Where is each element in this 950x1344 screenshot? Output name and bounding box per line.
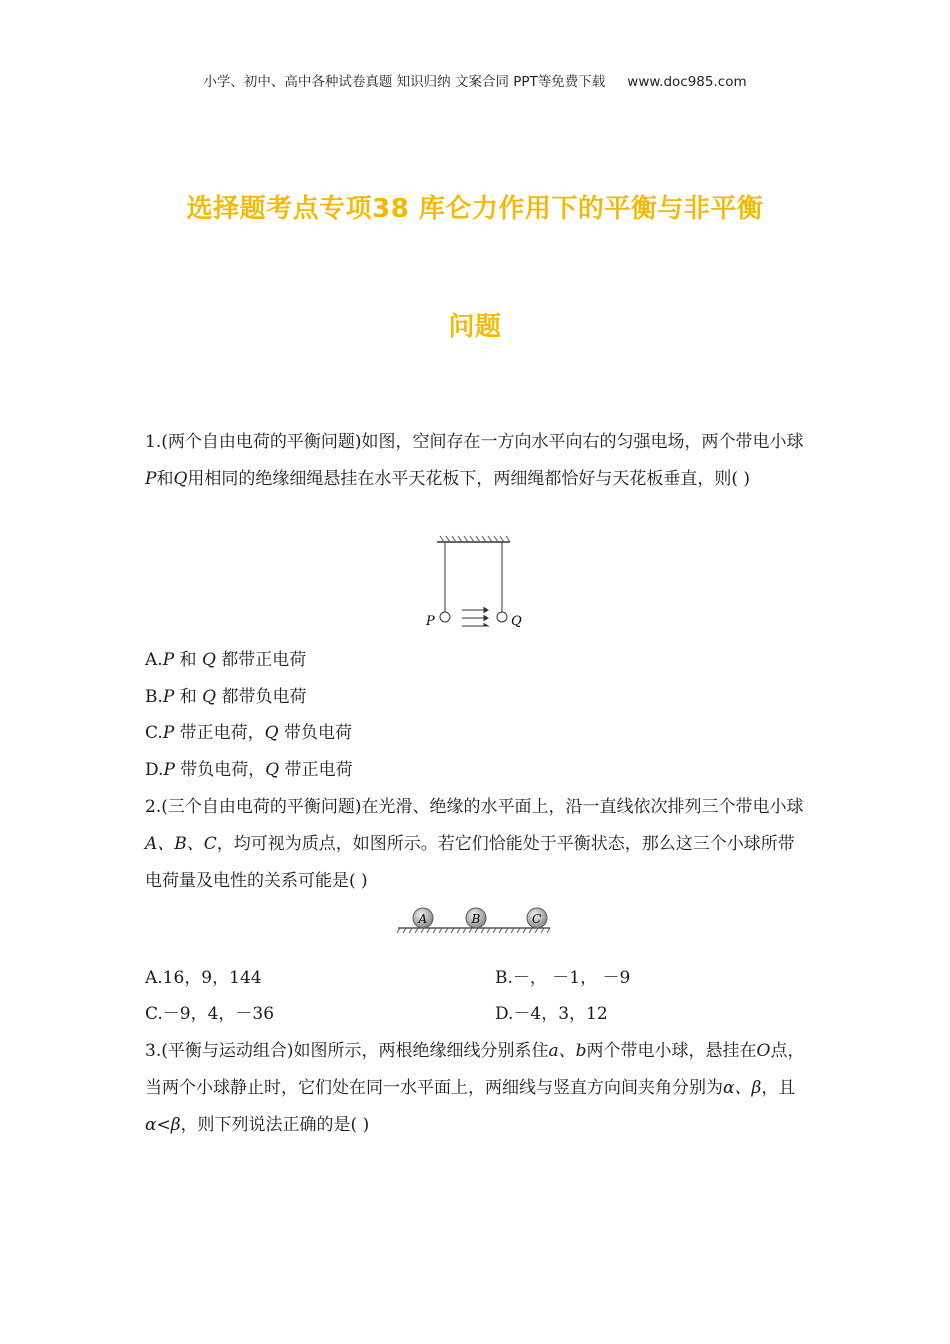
q1-option-c[interactable]: C.P 带正电荷，Q 带负电荷 — [145, 723, 353, 743]
header-site[interactable]: www.doc985.com — [627, 74, 747, 90]
q3-tag: 平衡与运动组合 — [167, 1041, 287, 1061]
q2-option-c[interactable]: C.－9，4，－36 — [145, 1004, 275, 1024]
ball-q — [497, 612, 507, 622]
ball-c-label: C — [532, 912, 542, 926]
q2-option-d[interactable]: D.－4，3，12 — [495, 1004, 608, 1024]
q2-option-a[interactable]: A.16，9，144 — [145, 968, 262, 988]
q2-figure — [396, 904, 552, 936]
ball-p — [440, 612, 450, 622]
q1-tag: 两个自由电荷的平衡问题 — [167, 432, 355, 452]
question-3: 3.(平衡与运动组合)如图所示，两根绝缘细线分别系住a、b两个带电小球，悬挂在O点，当两个小球静止时，它们处在同一水平面上，两细线与竖直方向间夹角分别为α、β，且α<β，则下列说法正确的是( ) — [145, 1041, 805, 1135]
ball-a-label: A — [418, 912, 428, 926]
q1-option-b[interactable]: B.P 和 Q 都带负电荷 — [145, 687, 307, 707]
doc-title-line2: 问题 — [448, 312, 502, 342]
q1-option-d[interactable]: D.P 带负电荷，Q 带正电荷 — [145, 760, 353, 780]
label-p: P — [426, 614, 435, 629]
q2-option-b[interactable]: B.－， －1， －9 — [495, 968, 631, 988]
q1-option-a[interactable]: A.P 和 Q 都带正电荷 — [145, 650, 307, 670]
q1-figure — [420, 534, 530, 634]
q2-tag: 三个自由电荷的平衡问题 — [167, 797, 355, 817]
doc-title-line1: 选择题考点专项38 库仑力作用下的平衡与非平衡 — [186, 194, 764, 224]
label-q: Q — [511, 614, 522, 629]
question-2: 2.(三个自由电荷的平衡问题)在光滑、绝缘的水平面上，沿一直线依次排列三个带电小球A、B、C，均可视为质点，如图所示。若它们恰能处于平衡状态，那么这三个小球所带电荷量及电性的关系可能是( ) — [145, 797, 804, 891]
field-arrows — [462, 608, 488, 627]
question-1: 1.(两个自由电荷的平衡问题)如图，空间存在一方向水平向右的匀强电场，两个带电小球P和Q用相同的绝缘细绳悬挂在水平天花板下，两细绳都恰好与天花板垂直，则( ) — [145, 432, 804, 489]
ball-b-label: B — [471, 912, 481, 926]
header-text: 小学、初中、高中各种试卷真题 知识归纳 文案合同 PPT等免费下载 — [203, 74, 606, 90]
page-header — [0, 70, 950, 90]
